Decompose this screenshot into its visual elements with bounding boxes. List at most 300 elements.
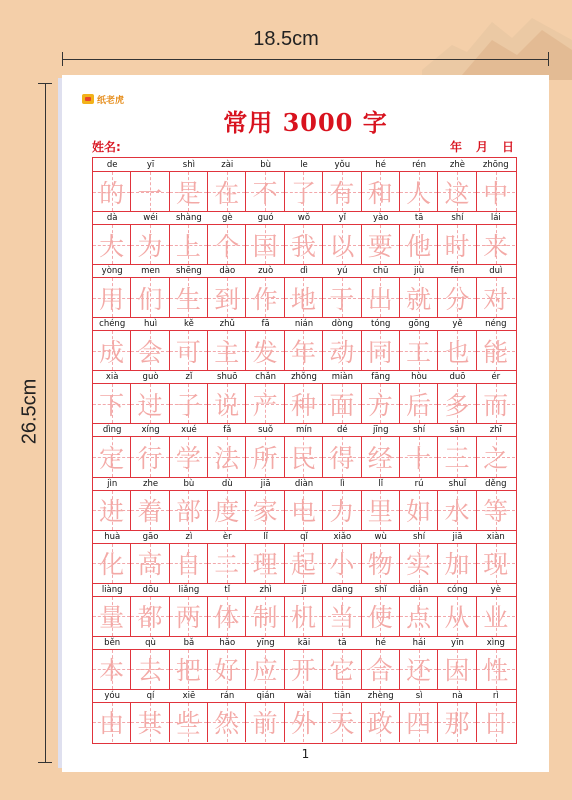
character-cell[interactable] [285, 278, 323, 317]
character-cell[interactable] [170, 331, 208, 370]
grid-row [93, 689, 516, 742]
row-divider [93, 264, 516, 265]
character-cell[interactable] [285, 437, 323, 476]
trace-character: 高 [137, 550, 163, 580]
row-divider [93, 530, 516, 531]
character-cell[interactable] [400, 597, 438, 636]
character-cell[interactable] [400, 491, 438, 530]
trace-character: 用 [99, 284, 125, 314]
pinyin-label: zuò [258, 266, 274, 277]
character-cell[interactable] [131, 172, 169, 211]
pinyin-label: lǐ [263, 531, 268, 542]
pinyin-row [93, 689, 516, 703]
character-cell[interactable] [477, 491, 515, 530]
character-cell[interactable] [400, 703, 438, 742]
trace-character: 地 [290, 284, 316, 314]
character-cell[interactable] [477, 437, 515, 476]
row-divider [93, 423, 516, 424]
pinyin-label: shí [412, 425, 426, 436]
pinyin-label: liàng [101, 584, 123, 595]
character-cell[interactable] [131, 437, 169, 476]
trace-character: 度 [214, 497, 240, 527]
character-cell[interactable] [400, 544, 438, 583]
trace-character: 三 [444, 443, 470, 473]
trace-character: 等 [483, 497, 509, 527]
pinyin-label: zhe [142, 478, 159, 489]
character-cell[interactable] [477, 650, 515, 689]
pinyin-label: lì [339, 478, 345, 489]
character-cell[interactable] [285, 491, 323, 530]
trace-character: 的 [99, 178, 125, 208]
character-cell[interactable] [362, 225, 400, 264]
character-cell[interactable] [208, 491, 246, 530]
trace-character: 成 [99, 337, 125, 367]
trace-character: 说 [214, 390, 240, 420]
pinyin-label: yào [372, 213, 389, 224]
character-cell[interactable] [131, 384, 169, 423]
character-cell[interactable] [362, 384, 400, 423]
pinyin-label: guò [142, 372, 159, 383]
pinyin-row [93, 317, 516, 331]
trace-character: 好 [214, 656, 240, 686]
trace-character: 有 [329, 178, 355, 208]
pinyin-label: běn [104, 637, 121, 648]
character-cell[interactable] [246, 225, 284, 264]
trace-character: 动 [329, 337, 355, 367]
trace-character: 要 [367, 231, 393, 261]
trace-character: 中 [483, 178, 509, 208]
pinyin-label: tǐ [224, 584, 231, 595]
pinyin-label: shì [182, 160, 195, 170]
pinyin-label: zhī [489, 425, 502, 436]
character-cell[interactable] [438, 278, 476, 317]
character-cell[interactable] [477, 225, 515, 264]
character-cell[interactable] [438, 331, 476, 370]
character-cell[interactable] [477, 172, 515, 211]
pinyin-label: shuǐ [448, 478, 467, 489]
pinyin-label: fēn [450, 266, 465, 277]
pinyin-label: hǎo [219, 637, 236, 648]
trace-character: 政 [367, 709, 393, 739]
grid-row [93, 158, 516, 211]
character-cell[interactable] [323, 437, 361, 476]
pinyin-label: qí [146, 690, 155, 701]
row-divider [93, 689, 516, 690]
character-cell[interactable] [93, 278, 131, 317]
pinyin-label: zǐ [185, 372, 193, 383]
trace-character: 过 [137, 390, 163, 420]
pinyin-label: dù [221, 478, 233, 489]
trace-character: 民 [290, 443, 316, 473]
character-cell[interactable] [170, 437, 208, 476]
pinyin-row [93, 211, 516, 225]
trace-character: 在 [214, 178, 240, 208]
trace-character: 日 [483, 709, 509, 739]
pinyin-label: wù [374, 531, 387, 542]
pinyin-label: rì [492, 690, 499, 701]
character-cell[interactable] [285, 597, 323, 636]
trace-character: 二 [214, 550, 240, 580]
trace-character: 就 [406, 284, 432, 314]
row-divider [93, 477, 516, 478]
character-cell[interactable] [131, 703, 169, 742]
character-cell[interactable] [93, 703, 131, 742]
pinyin-label: de [106, 160, 118, 170]
pinyin-label: men [141, 266, 160, 277]
character-cell[interactable] [246, 650, 284, 689]
character-cell[interactable] [438, 172, 476, 211]
pinyin-row [93, 583, 516, 597]
pinyin-label: lǐ [378, 478, 384, 489]
pinyin-row [93, 477, 516, 491]
pinyin-label: jiù [414, 266, 425, 277]
trace-character: 小 [329, 550, 355, 580]
pinyin-label: yóu [104, 690, 120, 701]
character-cell[interactable] [246, 384, 284, 423]
pinyin-label: chǎn [255, 372, 276, 383]
character-cell[interactable] [285, 703, 323, 742]
character-cell[interactable] [131, 278, 169, 317]
character-cell[interactable] [362, 331, 400, 370]
trace-character: 水 [444, 497, 470, 527]
trace-character: 对 [483, 284, 509, 314]
pinyin-label: bù [260, 160, 272, 170]
character-cell[interactable] [285, 650, 323, 689]
logo-text: 纸老虎 [97, 95, 125, 106]
character-cell[interactable] [285, 331, 323, 370]
pinyin-label: sì [415, 690, 423, 701]
pinyin-label: dé [337, 425, 348, 436]
trace-character: 定 [99, 443, 125, 473]
trace-character: 机 [290, 603, 316, 633]
trace-character: 人 [406, 178, 432, 208]
character-cell[interactable] [400, 225, 438, 264]
character-cell[interactable] [400, 172, 438, 211]
pinyin-label: zhǔ [219, 319, 235, 330]
character-cell[interactable] [93, 172, 131, 211]
pinyin-label: rú [414, 478, 424, 489]
pinyin-label: guó [257, 213, 274, 224]
trace-character: 一 [137, 178, 163, 208]
trace-character: 两 [175, 603, 201, 633]
trace-character: 然 [214, 709, 240, 739]
character-cell[interactable] [477, 703, 515, 742]
trace-character: 性 [483, 656, 509, 686]
character-cell[interactable] [246, 597, 284, 636]
pinyin-label: qián [256, 690, 275, 701]
trace-character: 国 [252, 231, 278, 261]
pinyin-label: huà [104, 531, 121, 542]
character-cell[interactable] [362, 650, 400, 689]
character-cell[interactable] [285, 384, 323, 423]
trace-character: 实 [406, 550, 432, 580]
character-cell[interactable] [438, 491, 476, 530]
character-cell[interactable] [246, 491, 284, 530]
pinyin-label: lái [490, 213, 501, 224]
pinyin-label: zhǒng [291, 372, 317, 383]
character-cell[interactable] [477, 331, 515, 370]
character-cell[interactable] [323, 650, 361, 689]
grid-row [93, 370, 516, 423]
character-cell[interactable] [93, 225, 131, 264]
character-cell[interactable] [131, 225, 169, 264]
character-cell[interactable] [400, 384, 438, 423]
character-cell[interactable] [477, 278, 515, 317]
character-cell[interactable] [400, 437, 438, 476]
character-cell[interactable] [323, 544, 361, 583]
character-cell[interactable] [170, 384, 208, 423]
row-divider [93, 370, 516, 371]
character-cell[interactable] [93, 597, 131, 636]
width-dimension-label: 18.5cm [253, 28, 319, 50]
pinyin-label: yīng [256, 637, 275, 648]
trace-character: 当 [329, 603, 355, 633]
pinyin-label: cóng [447, 584, 468, 595]
pinyin-label: miàn [331, 372, 353, 383]
trace-character: 发 [252, 337, 278, 367]
pinyin-label: zhōng [482, 160, 509, 170]
character-cell[interactable] [208, 172, 246, 211]
pinyin-label: hái [412, 637, 426, 648]
character-cell[interactable] [477, 384, 515, 423]
trace-character: 出 [367, 284, 393, 314]
pinyin-row [93, 636, 516, 650]
pinyin-label: xià [105, 372, 119, 383]
trace-character: 里 [367, 497, 393, 527]
character-cell[interactable] [362, 597, 400, 636]
pinyin-label: rén [412, 160, 427, 170]
character-cell[interactable] [323, 384, 361, 423]
pinyin-label: chū [372, 266, 389, 277]
character-cell[interactable] [438, 703, 476, 742]
pinyin-label: nián [294, 319, 314, 330]
character-cell[interactable] [477, 597, 515, 636]
trace-character: 我 [290, 231, 316, 261]
character-cell[interactable] [170, 597, 208, 636]
character-cell[interactable] [208, 278, 246, 317]
character-cell[interactable] [93, 650, 131, 689]
trace-character: 家 [252, 497, 278, 527]
name-label: 姓名: [92, 140, 121, 154]
character-cell[interactable] [400, 331, 438, 370]
character-cell[interactable] [438, 650, 476, 689]
character-cell[interactable] [362, 491, 400, 530]
pinyin-label: jī [301, 584, 307, 595]
trace-character: 如 [406, 497, 432, 527]
character-cell[interactable] [400, 650, 438, 689]
character-cell[interactable] [438, 384, 476, 423]
date-label: 年 月 日 [449, 140, 515, 154]
trace-character: 而 [483, 390, 509, 420]
pinyin-label: dìng [102, 425, 122, 436]
grid-row [93, 211, 516, 264]
pinyin-label: yīn [451, 637, 464, 648]
pinyin-label: èr [222, 531, 232, 542]
pinyin-label: yě [452, 319, 463, 330]
trace-character: 工 [406, 337, 432, 367]
height-dimension-label: 26.5cm [18, 378, 41, 445]
character-cell[interactable] [170, 225, 208, 264]
character-cell[interactable] [93, 384, 131, 423]
character-cell[interactable] [93, 331, 131, 370]
character-cell[interactable] [170, 544, 208, 583]
character-cell[interactable] [246, 437, 284, 476]
character-cell[interactable] [246, 703, 284, 742]
pinyin-label: hòu [411, 372, 428, 383]
character-cell[interactable] [323, 225, 361, 264]
trace-character: 制 [252, 603, 278, 633]
trace-character: 于 [329, 284, 355, 314]
pinyin-label: huì [143, 319, 158, 330]
character-cell[interactable] [208, 544, 246, 583]
pinyin-label: dāng [331, 584, 354, 595]
trace-character: 能 [483, 337, 509, 367]
character-cell[interactable] [362, 437, 400, 476]
row-divider [93, 211, 516, 212]
pinyin-label: kě [183, 319, 194, 330]
pinyin-label: yǐ [338, 213, 347, 224]
trace-character: 和 [367, 178, 393, 208]
trace-character: 加 [444, 550, 470, 580]
grid-row [93, 583, 516, 636]
trace-character: 也 [444, 337, 470, 367]
pinyin-label: hé [375, 160, 387, 170]
trace-character: 可 [175, 337, 201, 367]
character-cell[interactable] [93, 544, 131, 583]
character-cell[interactable] [93, 437, 131, 476]
trace-character: 经 [367, 443, 393, 473]
character-cell[interactable] [362, 278, 400, 317]
character-cell[interactable] [323, 597, 361, 636]
character-cell[interactable] [93, 491, 131, 530]
character-cell[interactable] [285, 172, 323, 211]
character-cell[interactable] [323, 703, 361, 742]
character-cell[interactable] [170, 278, 208, 317]
character-cell[interactable] [208, 384, 246, 423]
trace-character: 法 [214, 443, 240, 473]
character-cell[interactable] [323, 172, 361, 211]
pinyin-label: ér [491, 372, 501, 383]
pinyin-label: le [300, 160, 308, 170]
character-cell[interactable] [362, 703, 400, 742]
character-cell[interactable] [438, 437, 476, 476]
pinyin-label: duō [449, 372, 466, 383]
trace-character: 体 [214, 603, 240, 633]
pinyin-row [93, 530, 516, 544]
pinyin-label: dì [300, 266, 308, 277]
character-cell[interactable] [208, 650, 246, 689]
character-cell[interactable] [246, 331, 284, 370]
character-cell[interactable] [131, 491, 169, 530]
character-cell[interactable] [170, 491, 208, 530]
trace-character: 到 [214, 284, 240, 314]
character-cell[interactable] [246, 172, 284, 211]
trace-character: 上 [175, 231, 201, 261]
character-cell[interactable] [170, 650, 208, 689]
trace-character: 因 [444, 656, 470, 686]
character-cell[interactable] [323, 331, 361, 370]
character-cell[interactable] [208, 703, 246, 742]
grid-row [93, 264, 516, 317]
pinyin-label: kāi [297, 637, 311, 648]
character-cell[interactable] [438, 544, 476, 583]
pinyin-label: yè [490, 584, 501, 595]
character-cell[interactable] [400, 278, 438, 317]
pinyin-label: diàn [294, 478, 314, 489]
row-divider [93, 583, 516, 584]
character-cell[interactable] [170, 703, 208, 742]
trace-character: 去 [137, 656, 163, 686]
trace-character: 了 [290, 178, 316, 208]
character-cell[interactable] [323, 278, 361, 317]
character-cell[interactable] [208, 225, 246, 264]
trace-character: 使 [367, 603, 393, 633]
character-cell[interactable] [131, 650, 169, 689]
trace-character: 开 [290, 656, 316, 686]
character-cell[interactable] [246, 544, 284, 583]
character-cell[interactable] [285, 544, 323, 583]
trace-character: 电 [290, 497, 316, 527]
pinyin-label: dào [219, 266, 236, 277]
trace-character: 还 [406, 656, 432, 686]
character-cell[interactable] [208, 331, 246, 370]
pinyin-label: shǐ [374, 584, 387, 595]
pinyin-label: yòng [101, 266, 123, 277]
grid-row [93, 636, 516, 689]
character-cell[interactable] [438, 225, 476, 264]
pinyin-label: shí [412, 531, 426, 542]
character-cell[interactable] [438, 597, 476, 636]
trace-character: 着 [137, 497, 163, 527]
character-cell[interactable] [362, 544, 400, 583]
pinyin-row [93, 264, 516, 278]
character-cell[interactable] [170, 172, 208, 211]
character-cell[interactable] [208, 597, 246, 636]
pinyin-label: jiā [260, 478, 271, 489]
trace-character: 是 [175, 178, 201, 208]
character-cell[interactable] [323, 491, 361, 530]
trace-character: 得 [329, 443, 355, 473]
trace-character: 部 [175, 497, 201, 527]
character-cell[interactable] [131, 597, 169, 636]
pinyin-label: gōng [408, 319, 430, 330]
character-cell[interactable] [208, 437, 246, 476]
trace-character: 些 [175, 709, 201, 739]
character-cell[interactable] [477, 544, 515, 583]
trace-character: 来 [483, 231, 509, 261]
pinyin-label: zì [185, 531, 193, 542]
pinyin-label: qǐ [300, 531, 308, 542]
character-cell[interactable] [362, 172, 400, 211]
pinyin-label: zhè [449, 160, 465, 170]
character-cell[interactable] [285, 225, 323, 264]
pinyin-label: dòng [331, 319, 354, 330]
trace-character: 其 [137, 709, 163, 739]
trace-character: 种 [290, 390, 316, 420]
character-cell[interactable] [131, 544, 169, 583]
width-dimension-line [62, 52, 549, 66]
trace-character: 把 [175, 656, 201, 686]
trace-character: 方 [367, 390, 393, 420]
character-cell[interactable] [246, 278, 284, 317]
character-cell[interactable] [131, 331, 169, 370]
trace-character: 进 [99, 497, 125, 527]
trace-character: 作 [252, 284, 278, 314]
pinyin-label: wǒ [297, 213, 311, 224]
pinyin-label: hé [375, 637, 387, 648]
pinyin-label: shàng [175, 213, 202, 224]
pinyin-label: děng [485, 478, 507, 489]
